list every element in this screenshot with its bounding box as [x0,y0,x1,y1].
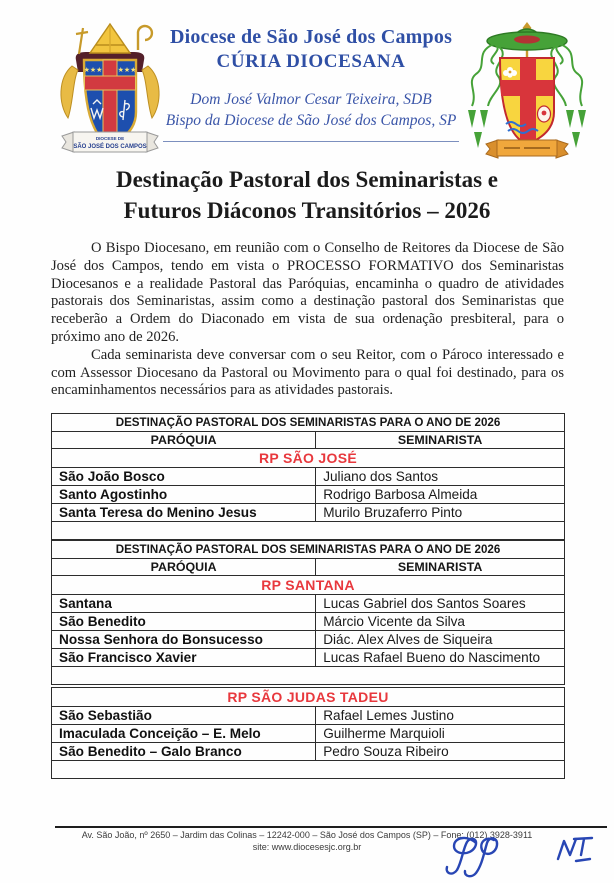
seminarian-cell: Márcio Vicente da Silva [316,613,565,631]
column-header-seminarista: SEMINARISTA [316,432,565,449]
document-title-line1: Destinação Pastoral dos Seminaristas e [115,167,499,192]
signature-scribble-left [447,838,497,876]
deanery-section-header: RP SANTANA [52,576,565,595]
parish-cell: Santana [52,595,316,613]
parish-cell: Nossa Senhora do Bonsucesso [52,631,316,649]
letterhead [160,26,462,131]
crest-banner-text: SÃO JOSÉ DOS CAMPOS [73,144,147,150]
stars-icon: ★★★ [83,66,103,74]
footer-divider [55,826,607,828]
assignment-table [51,413,565,540]
paragraph: Cada seminarista deve conversar com o seu Reitor, com o Pároco interessado e com Assessor Diocesano da Pastoral ou Movimento para o qual foi destinado, para os encaminhamentos necessários para as atividades pastorais. [51,346,564,399]
parish-cell: São Benedito – Galo Branco [52,743,316,761]
body-text [51,240,564,400]
empty-row [52,761,565,779]
seminarian-cell: Diác. Alex Alves de Siqueira [316,631,565,649]
parish-cell: São Francisco Xavier [52,649,316,667]
deanery-section-header: RP SÃO JUDAS TADEU [52,688,565,707]
parish-cell: Santa Teresa do Menino Jesus [52,504,316,522]
parish-cell: São Sebastião [52,707,316,725]
document-title [0,164,614,226]
footer-address: Av. São João, nº 2650 – Jardim das Colinas – 12242-000 – São José dos Campos (SP) – Fone: (012) 3928-3911 [81,830,533,840]
empty-row [52,667,565,685]
table-rp-sao-jose [51,413,565,540]
document-title-line2: Futuros Diáconos Transitórios – 2026 [123,198,491,223]
seminarian-cell: Lucas Gabriel dos Santos Soares [316,595,565,613]
seminarian-cell: Rodrigo Barbosa Almeida [316,486,565,504]
stars-icon: ★★★ [117,66,137,74]
deanery-section-header: RP SÃO JOSÉ [52,449,565,468]
empty-cell [52,667,565,685]
signature-scribble-right [558,838,592,861]
tassel-icon [468,110,488,148]
diocese-name: Diocese de São José dos Campos [169,26,453,48]
parish-cell: São Benedito [52,613,316,631]
column-header-seminarista: SEMINARISTA [316,559,565,576]
table-title: DESTINAÇÃO PASTORAL DOS SEMINARISTAS PARA O ANO DE 2026 [52,414,565,432]
cross-icon [76,28,88,54]
cord-tassels-icon [472,44,503,106]
paragraph: O Bispo Diocesano, em reunião com o Conselho de Reitores da Diocese de São José dos Campos, tendo em vista o PROCESSO FORMATIVO dos Seminaristas Diocesanos e a realidade Pastoral das Paróquias, encaminha o quadro de atividades pastorais dos Seminaristas, assim como a destinação pastoral dos Seminaristas que receberão a Ordem do Diaconado em vista de sua ordenação presbiteral, para o próximo ano de 2026. [51,240,564,345]
footer-website: site: www.diocesesjc.org.br [252,841,362,852]
diocese-coat-of-arms [46,20,174,156]
bishop-title: Bispo da Diocese de São José dos Campos, SP [165,112,457,129]
empty-cell [52,522,565,540]
curia-name: CÚRIA DIOCESANA [216,51,406,72]
column-header-paroquia: PARÓQUIA [52,559,316,576]
handwritten-initials [438,833,614,883]
column-header-paroquia: PARÓQUIA [52,432,316,449]
seminarian-cell: Guilherme Marquioli [316,725,565,743]
seminarian-cell: Pedro Souza Ribeiro [316,743,565,761]
sacred-heart-badge-icon [538,106,551,122]
parish-cell: São João Bosco [52,468,316,486]
empty-row [52,522,565,540]
seminarian-cell: Murilo Bruzaferro Pinto [316,504,565,522]
empty-cell [52,761,565,779]
assignment-table [51,687,565,779]
seminarian-cell: Juliano dos Santos [316,468,565,486]
seminarian-cell: Lucas Rafael Bueno do Nascimento [316,649,565,667]
crest-banner-text: DIOCESE DE [95,136,125,141]
seminarian-cell: Rafael Lemes Justino [316,707,565,725]
cord-tassels-icon [551,44,582,106]
assignment-table [51,540,565,685]
parish-cell: Imaculada Conceição – E. Melo [52,725,316,743]
crozier-icon [138,26,152,50]
bishop-name: Dom José Valmor Cesar Teixeira, SDB [190,91,432,108]
bishop-coat-of-arms [454,12,600,164]
letterhead-divider [163,141,459,142]
tassel-icon [566,110,586,148]
parish-cell: Santo Agostinho [52,486,316,504]
table-rp-sao-judas-tadeu [51,687,565,779]
table-rp-santana [51,540,565,685]
table-title: DESTINAÇÃO PASTORAL DOS SEMINARISTAS PARA O ANO DE 2026 [52,541,565,559]
